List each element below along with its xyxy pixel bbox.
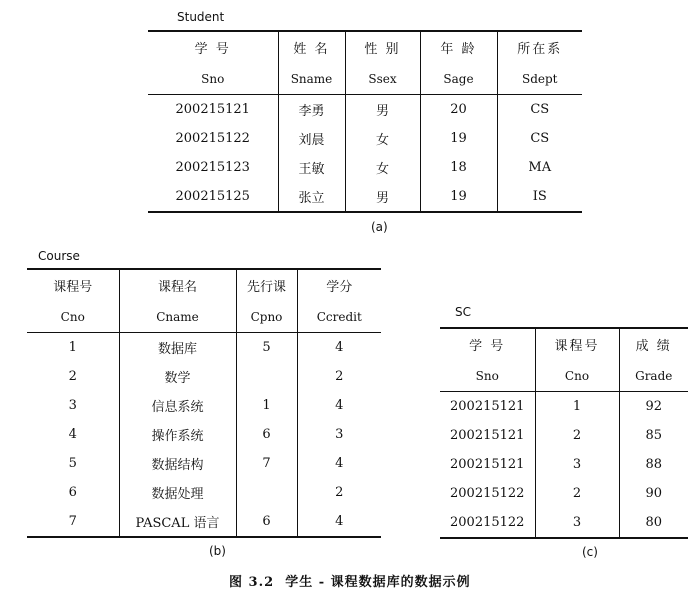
table-cell: 7 [27,507,119,537]
table-cell: 4 [335,456,344,471]
course-table-title: Course [38,249,80,263]
student-header-cn: 学 号 [148,31,278,63]
table-cell: 1 [236,391,297,420]
table-cell: 19 [420,182,497,212]
figure-caption: 图 3.2 学生 - 课程数据库的数据示例 [229,575,471,590]
table-cell: 90 [645,486,663,501]
table-cell: 19 [420,124,497,153]
table-cell: 88 [645,457,663,472]
table-row [148,124,582,153]
table-cell: 王敏 [278,153,345,182]
table-cell: 2 [27,362,119,391]
table-cell: 18 [420,153,497,182]
table-cell: 200215121 [148,95,278,125]
table-cell: 张立 [278,182,345,212]
course-header-en: Cno [27,301,119,333]
student-header-en: Sage [420,63,497,95]
sc-header-cn: 课程号 [535,328,619,360]
table-row [148,153,582,182]
table-cell: 数据处理 [119,478,236,507]
sc-table-label: (c) [582,545,598,559]
table-cell: 2 [535,479,619,508]
table-row [148,182,582,212]
table-cell: 女 [345,153,420,182]
course-header-cn: 先行课 [236,269,297,301]
table-cell: 200215122 [440,479,535,508]
table-cell: 3 [535,508,619,538]
table-cell: 2 [335,369,344,384]
table-cell: 200215121 [440,450,535,479]
student-header-cn: 性 别 [345,31,420,63]
table-cell: 6 [27,478,119,507]
table-cell: 4 [297,507,381,537]
course-table-label: (b) [209,544,226,558]
student-table-title: Student [177,10,225,24]
table-cell: 刘晨 [278,124,345,153]
student-header-cn: 年 龄 [420,31,497,63]
table-row [27,507,381,537]
table-cell: 3 [27,391,119,420]
table-cell: 7 [236,449,297,478]
table-cell: 操作系统 [119,420,236,449]
sc-table-title: SC [455,305,471,319]
table-row [440,392,688,422]
table-row [27,449,381,478]
sc-header-cn: 成 绩 [619,328,688,360]
table-cell: 80 [619,508,688,538]
table-cell: 李勇 [278,95,345,125]
table-cell: 20 [420,95,497,125]
table-cell: 男 [345,95,420,125]
table-cell: CS [530,102,550,117]
sc-header-en: Sno [440,360,535,392]
table-row [27,420,381,449]
course-header-en: Cname [119,301,236,333]
table-cell: 200215122 [148,124,278,153]
student-header-en: Sname [278,63,345,95]
table-cell: PASCAL 语言 [119,507,236,537]
student-table-label: (a) [371,220,388,234]
table-row [440,450,688,479]
course-header-cn: 课程号 [27,269,119,301]
table-cell: 4 [335,398,344,413]
student-table [148,30,582,213]
table-cell: 数学 [119,362,236,391]
table-cell: 5 [27,449,119,478]
table-cell: 信息系统 [119,391,236,420]
table-cell: 1 [27,333,119,363]
table-cell: CS [530,131,550,146]
course-header-cn: 学分 [297,269,381,301]
table-row [27,391,381,420]
sc-header-en: Cno [535,360,619,392]
table-row [27,362,381,391]
table-row [27,333,381,363]
table-cell: 3 [335,427,344,442]
table-row [440,508,688,538]
table-row [148,95,582,125]
table-cell: 2 [535,421,619,450]
table-cell: 200215121 [440,392,535,422]
table-cell: 男 [345,182,420,212]
table-cell [236,362,297,391]
table-cell: 92 [645,399,663,414]
table-row [440,479,688,508]
table-cell: 2 [335,485,344,500]
table-cell: MA [528,160,552,175]
course-header-en: Ccredit [297,301,381,333]
table-cell: 女 [345,124,420,153]
table-cell: 200215121 [440,421,535,450]
table-cell: 4 [335,340,344,355]
student-header-en: Ssex [345,63,420,95]
table-cell: 200215122 [440,508,535,538]
table-cell: 6 [236,507,297,537]
sc-header-en: Grade [619,360,688,392]
table-row [440,421,688,450]
table-cell: 数据库 [119,333,236,363]
table-cell [236,478,297,507]
table-cell: 1 [535,392,619,422]
table-cell: 6 [236,420,297,449]
table-row [27,478,381,507]
table-cell: 200215123 [148,153,278,182]
student-header-cn: 所在系 [497,31,582,63]
course-table [27,268,381,538]
table-cell: IS [497,182,582,212]
student-header-en: Sno [148,63,278,95]
table-cell: 85 [645,428,663,443]
student-header-en: Sdept [497,63,582,95]
table-cell: 4 [27,420,119,449]
sc-table [440,327,688,539]
table-cell: 200215125 [148,182,278,212]
table-cell: 3 [535,450,619,479]
course-header-cn: 课程名 [119,269,236,301]
table-cell: 数据结构 [119,449,236,478]
sc-header-cn: 学 号 [440,328,535,360]
student-header-cn: 姓 名 [278,31,345,63]
table-cell: 5 [236,333,297,363]
course-header-en: Cpno [236,301,297,333]
